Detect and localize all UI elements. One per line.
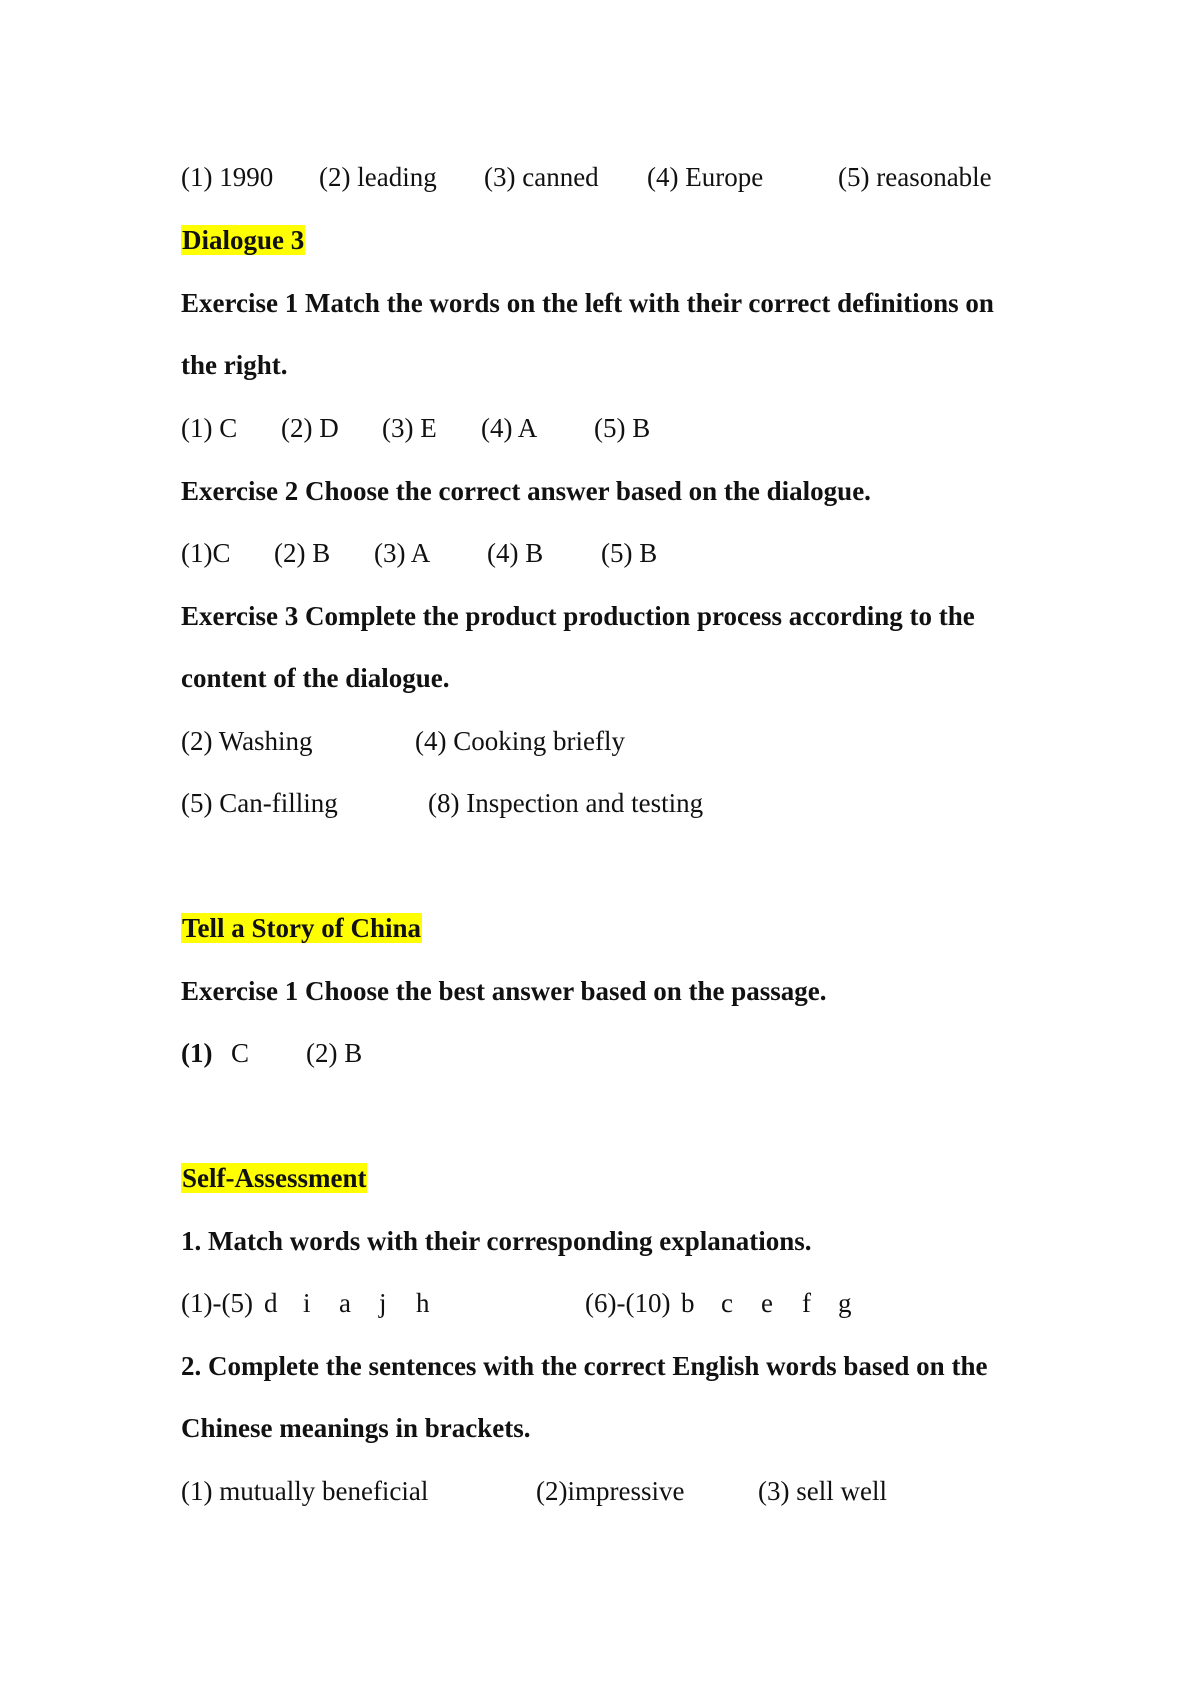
section-heading-story [181,911,422,945]
answer-letter: h [416,1288,430,1318]
question-title: 2. Complete the sentences with the correct English words based on the [181,1351,988,1381]
question-title: 1. Match words with their corresponding explanations. [181,1226,812,1256]
exercise-title: Exercise 1 Choose the best answer based on the passage. [181,976,827,1006]
answer-item: (2) D [281,413,339,443]
section-heading-dialogue3 [181,223,305,257]
highlighted-heading: Self-Assessment [182,1163,367,1193]
answer-item: (1)C [181,538,231,568]
exercise-title-cont: the right. [181,350,288,380]
answer-item: (2) B [274,538,331,568]
answer-item: (3) A [374,538,431,568]
answer-item: (1) mutually beneficial [181,1476,429,1506]
exercise-title: Exercise 1 Match the words on the left with their correct definitions on [181,288,994,318]
answer-item: (2) leading [319,162,437,192]
answer-letter: d [264,1288,278,1318]
answer-letter: c [721,1288,733,1318]
answer-letter: g [838,1288,852,1318]
answer-letter: a [339,1288,351,1318]
answer-item: (2)impressive [536,1476,685,1506]
answer-letter: f [802,1288,811,1318]
exercise-title-cont: content of the dialogue. [181,663,450,693]
answer-letter: i [303,1288,311,1318]
answer-item: (4) A [481,413,538,443]
answer-item: (5) B [594,413,651,443]
answer-item: (4) Cooking briefly [415,726,625,756]
highlighted-heading: Tell a Story of China [182,913,422,943]
answer-item: (3) sell well [758,1476,887,1506]
answer-item: (2) Washing [181,726,313,756]
answer-letter: e [761,1288,773,1318]
answer-item: (2) B [306,1038,363,1068]
answer-item: (4) Europe [647,162,764,192]
answer-letter: b [681,1288,695,1318]
answer-item: (5) B [601,538,658,568]
section-heading-self-assessment [181,1161,367,1195]
answer-item: (1) 1990 [181,162,274,192]
answer-range-label: (6)-(10) [585,1288,671,1318]
answer-item: (1) C [181,413,238,443]
answer-item: (4) B [487,538,544,568]
answer-letter: j [379,1288,387,1318]
answer-item: (5) Can-filling [181,788,338,818]
answer-item: (3) canned [484,162,599,192]
answer-range-label: (1)-(5) [181,1288,253,1318]
answer-item: (3) E [382,413,437,443]
question-title-cont: Chinese meanings in brackets. [181,1413,531,1443]
answer-item: (8) Inspection and testing [428,788,704,818]
exercise-title: Exercise 2 Choose the correct answer based on the dialogue. [181,476,871,506]
exercise-title: Exercise 3 Complete the product production process according to the [181,601,975,631]
answer-item: (5) reasonable [838,162,992,192]
answer-item: C [231,1038,250,1068]
highlighted-heading: Dialogue 3 [182,225,305,255]
answer-number: (1) [181,1038,213,1068]
